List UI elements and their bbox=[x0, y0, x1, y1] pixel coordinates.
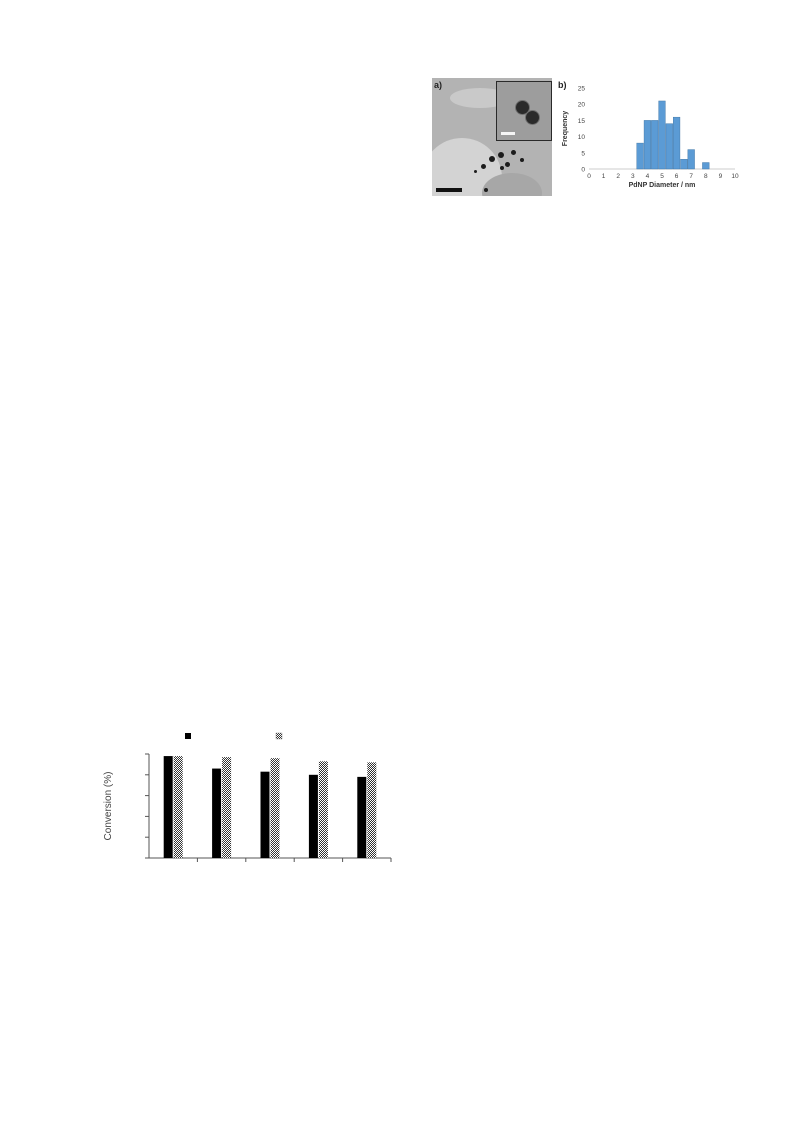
conversion-bar-series-2 bbox=[367, 762, 376, 858]
x-tick-label: 9 bbox=[718, 173, 723, 180]
y-axis-title: Conversion (%) bbox=[103, 771, 114, 841]
x-tick-label: 4 bbox=[645, 173, 650, 180]
y-tick-label: 10 bbox=[577, 134, 585, 142]
x-tick-label: 1 bbox=[601, 173, 606, 180]
nanoparticle bbox=[511, 150, 516, 155]
conversion-bar-series-2 bbox=[319, 761, 328, 858]
legend-marker-series-1 bbox=[185, 733, 191, 739]
nanoparticle bbox=[500, 166, 504, 170]
x-axis-title: PdNP Diameter / nm bbox=[628, 182, 696, 189]
tem-inset bbox=[496, 81, 552, 141]
x-tick-label: 0 bbox=[587, 173, 591, 180]
nanoparticle bbox=[474, 170, 477, 173]
conversion-bar-chart bbox=[95, 728, 405, 878]
y-tick-label: 15 bbox=[577, 117, 585, 125]
histogram-bar bbox=[666, 124, 673, 169]
panel-b-label: b) bbox=[558, 80, 567, 90]
histogram-bar bbox=[644, 120, 651, 169]
nanoparticle-large bbox=[525, 110, 540, 125]
x-tick-label: 8 bbox=[703, 173, 708, 180]
panel-a-label: a) bbox=[434, 80, 443, 90]
histogram-bar bbox=[702, 163, 709, 169]
nanoparticle bbox=[505, 162, 510, 167]
x-tick-label: 5 bbox=[660, 173, 664, 180]
x-tick-label: 6 bbox=[674, 173, 679, 180]
tem-micrograph bbox=[432, 78, 552, 196]
nanoparticle bbox=[484, 188, 488, 192]
figure-tem-histogram bbox=[430, 76, 743, 198]
x-tick-label: 10 bbox=[731, 173, 739, 180]
conversion-bar-series-2 bbox=[271, 758, 280, 858]
conversion-bar-series-1 bbox=[357, 777, 366, 858]
conversion-bar-series-2 bbox=[174, 756, 183, 858]
nanoparticle bbox=[489, 156, 495, 162]
nanoparticle bbox=[520, 158, 524, 162]
x-tick-label: 2 bbox=[616, 173, 621, 180]
nanoparticle bbox=[481, 164, 486, 169]
x-tick-label: 7 bbox=[689, 173, 694, 180]
histogram-bar bbox=[651, 120, 658, 169]
nanoparticle bbox=[498, 152, 504, 158]
x-tick-label: 3 bbox=[630, 173, 635, 180]
inset-scale-bar bbox=[501, 132, 515, 135]
conversion-bar-series-2 bbox=[222, 757, 231, 858]
legend-marker-series-2 bbox=[276, 733, 282, 739]
conversion-bar-series-1 bbox=[164, 756, 173, 858]
histogram-bar bbox=[637, 143, 644, 169]
conversion-bar-series-1 bbox=[212, 769, 221, 858]
scale-bar bbox=[436, 188, 462, 192]
histogram-bar bbox=[681, 159, 688, 169]
y-axis-title: Frequency bbox=[562, 110, 569, 147]
y-tick-label: 0 bbox=[581, 166, 585, 174]
histogram-bar bbox=[673, 117, 680, 169]
y-tick-label: 20 bbox=[577, 101, 585, 109]
y-tick-label: 5 bbox=[581, 150, 585, 158]
conversion-bar-series-1 bbox=[261, 772, 270, 858]
conversion-bar-series-1 bbox=[309, 775, 318, 858]
histogram-bar bbox=[659, 101, 666, 169]
pdnp-histogram bbox=[555, 76, 743, 198]
histogram-bar bbox=[688, 150, 695, 169]
y-tick-label: 25 bbox=[577, 85, 585, 93]
